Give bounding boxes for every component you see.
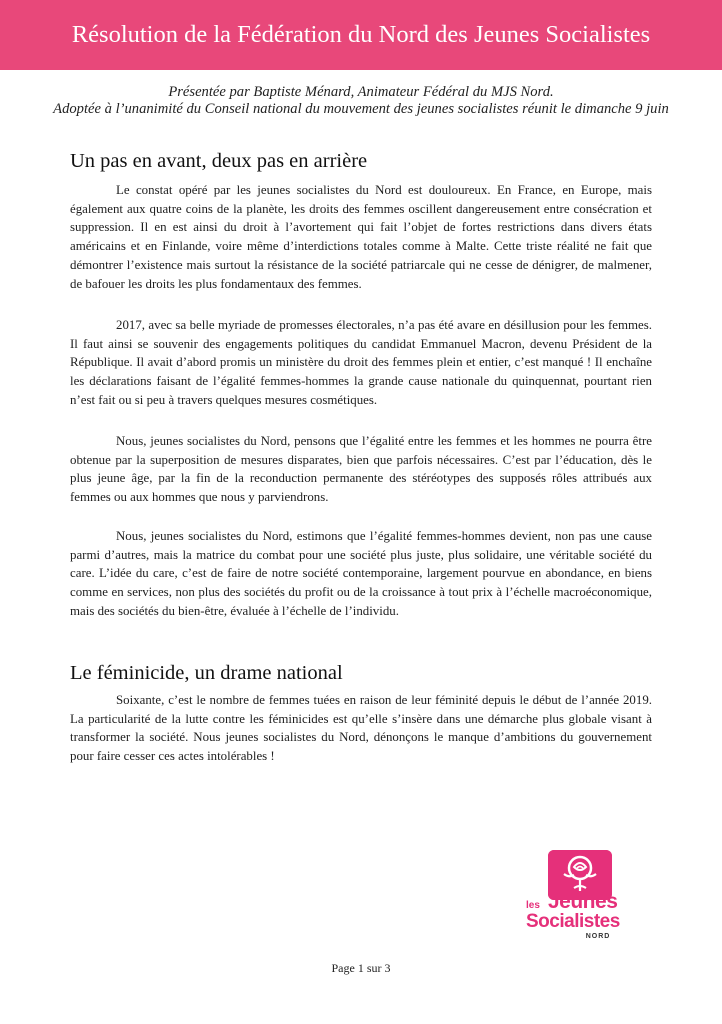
paragraph-1: Le constat opéré par les jeunes socialistes du Nord est douloureux. En France, en Europe, mais également aux quatre coins de la planète, les droits des femmes oscillent dangereusement entre consécration et suppression. Il en est ainsi du droit à l’avortement qui fait l’objet de fortes restrictions dans divers états américains et en Finlande, voire même d’interdictions totales comme à Malte. Cette triste réalité ne fait que démontrer l’existence mais surtout la résistance de la société patriarcale qui ne cesse de dénigrer, de malmener, de bafouer les droits les plus fondamentaux des femmes. (70, 183, 652, 291)
section-heading-1: Un pas en avant, deux pas en arrière (70, 150, 368, 172)
section-heading-2: Le féminicide, un drame national (70, 662, 343, 684)
page-number: Page 1 sur 3 (331, 961, 391, 975)
logo-socialistes: Socialistes (526, 911, 620, 932)
logo-wordmark (526, 892, 632, 941)
mjs-logo (526, 850, 632, 940)
intro-presenter: Présentée par Baptiste Ménard, Animateur Fédéral du MJS Nord. (168, 84, 554, 100)
intro-block (40, 84, 682, 118)
logo-jeunes: Jeunes (548, 890, 618, 913)
logo-les: les (526, 900, 540, 911)
header-band (0, 0, 722, 70)
document-title: Résolution de la Fédération du Nord des Jeunes Socialistes (71, 21, 651, 48)
paragraph-5: Soixante, c’est le nombre de femmes tuées en raison de leur féminité depuis le début de l’année 2019. La particularité de la lutte contre les féminicides est qu’elle s’insère dans une démarche plus globale visant à transformer la société. Nous jeunes socialistes du Nord, dénonçons le manque d’ambitions du gouvernement pour faire cesser ces actes intolérables ! (70, 693, 652, 764)
logo-nord: NORD (585, 933, 611, 940)
paragraph-3: Nous, jeunes socialistes du Nord, pensons que l’égalité entre les femmes et les hommes ne pourra être obtenue par la superposition de mesures disparates, bien que parfois nécessaires. C’est par l’éducation, dès le plus jeune âge, par la fin de la reconduction permanente des stéréotypes des supposés rôles attribués aux femmes ou aux hommes que nous y parviendrons. (70, 434, 652, 505)
paragraph-4: Nous, jeunes socialistes du Nord, estimons que l’égalité femmes-hommes devient, non pas une cause parmi d’autres, mais la matrice du combat pour une société plus juste, plus solidaire, une véritable société du care. L’idée du care, c’est de faire de notre société contemporaine, largement pourvue en abondance, en biens comme en services, non plus des sociétés du profit ou de la croissance à tout prix à l’échelle macroéconomique, mais des sociétés du bien-être, évaluée à l’échelle de l’individu. (70, 529, 652, 618)
paragraph-2: 2017, avec sa belle myriade de promesses électorales, n’a pas été avare en désillusion pour les femmes. Il faut ainsi se souvenir des engagements politiques du candidat Emmanuel Macron, devenu Président de la République. Il avait d’abord promis un ministère du droit des femmes plein et entier, c’est manqué ! Il enchaîne les déclarations faisant de l’égalité femmes-hommes la grande cause nationale du quinquennat, pourtant rien n’est fait ou si peu à travers quelques mesures cosmétiques. (70, 318, 652, 407)
intro-adoption: Adoptée à l’unanimité du Conseil national du mouvement des jeunes socialistes réunit le dimanche 9 juin (53, 101, 669, 117)
